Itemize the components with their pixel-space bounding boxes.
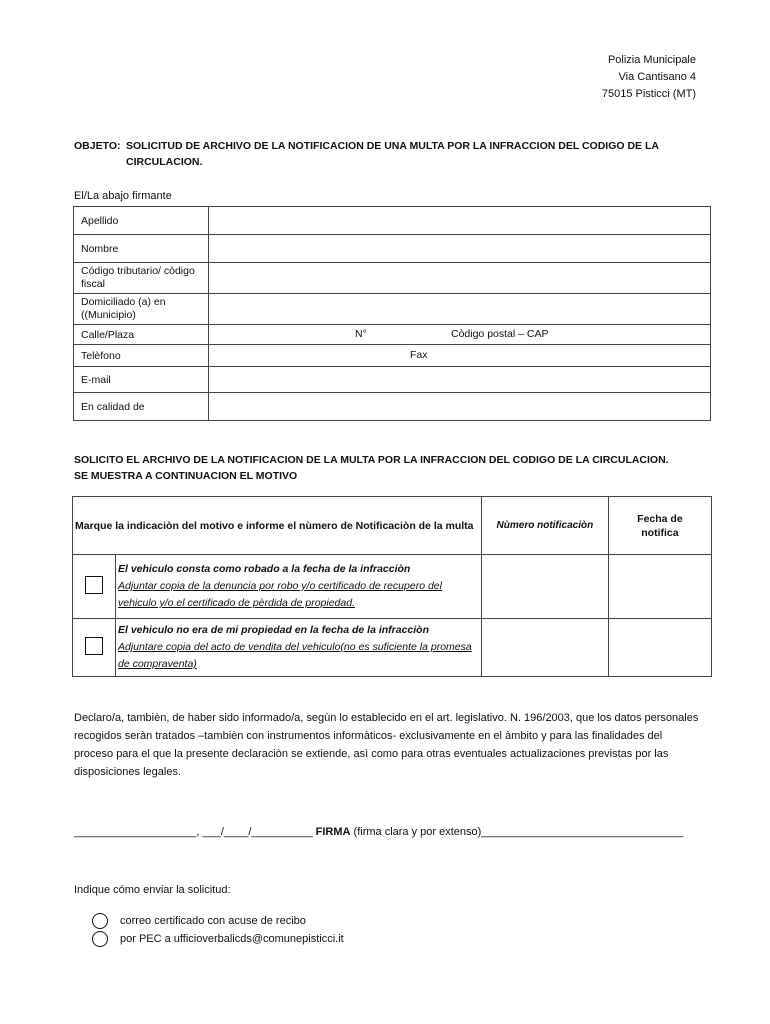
domiciliado-field[interactable] (209, 294, 711, 325)
codigo-fiscal-field[interactable] (209, 263, 711, 294)
reason-1-numero-field[interactable] (481, 555, 608, 619)
send-option-2[interactable] (92, 931, 344, 947)
reason-header: Marque la indicaciòn del motivo e informe el nùmero de Notificaciòn de la multa (73, 497, 482, 555)
nombre-label: Nombre (74, 235, 209, 263)
calle-label: Calle/Plaza (74, 325, 209, 345)
fecha-notifica-header: Fecha de notifica (608, 497, 711, 555)
reason-2-checkbox[interactable] (85, 637, 103, 655)
domiciliado-label: Domiciliado (a) en ((Municipio) (74, 294, 209, 325)
signature-line (74, 826, 683, 838)
date-line[interactable]: ____________________, ___/____/__________ (74, 826, 313, 838)
send-method-prompt: Indique cómo enviar la solicitud: (74, 884, 231, 896)
apellido-label: Apellido (74, 207, 209, 235)
calidad-label: En calidad de (74, 393, 209, 421)
reason-1-fecha-field[interactable] (608, 555, 711, 619)
reason-1-checkbox[interactable] (85, 576, 103, 594)
numero-notificacion-header: Nùmero notificaciòn (481, 497, 608, 555)
object-label: OBJETO: (74, 140, 121, 152)
reason-2-checkbox-cell (73, 619, 116, 677)
reason-2-title: El vehiculo no era de mi propiedad en la fecha de la infracciòn (118, 624, 430, 636)
send-option-2-radio[interactable] (92, 931, 108, 947)
object-text-line-2: CIRCULACION. (126, 156, 203, 168)
calidad-field[interactable] (209, 393, 711, 421)
object-heading (74, 138, 694, 170)
firma-label: FIRMA (315, 826, 351, 838)
fax-label: Fax (410, 349, 428, 361)
send-option-1-label: correo certificado con acuse de recibo (120, 915, 306, 927)
object-text-line-1: SOLICITUD DE ARCHIVO DE LA NOTIFICACION DE UNA MULTA POR LA INFRACCION DEL CODIGO DE LA (126, 140, 659, 152)
calle-field[interactable] (209, 325, 711, 345)
reason-1-detail: Adjuntar copia de la denuncia por robo y/o certificado de recupero del vehiculo y/o el certificado de pèrdida de propiedad. (118, 580, 442, 609)
email-field[interactable] (209, 367, 711, 393)
send-option-2-label: por PEC a ufficioverbalicds@comunepisticci.it (120, 933, 344, 945)
reason-2-detail: Adjuntare copia del acto de vendita del vehiculo(no es suficiente la promesa de compraventa) (118, 641, 472, 670)
address-line-1: Polizia Municipale (607, 54, 696, 66)
recipient-address (602, 52, 696, 103)
reason-1-title: El vehiculo consta como robado a la fecha de la infracciòn (118, 563, 411, 575)
reason-2-numero-field[interactable] (481, 619, 608, 677)
privacy-declaration: Declaro/a, tambièn, de haber sido informado/a, segùn lo establecido en el art. legislativo. N. 196/2003, que los datos personales recogidos seràn tratados –tambièn con instrumentos informàticos- exclusivamente en el àmbito y para las finalidades del proceso para el que la presente declaraciòn se extiende, asì como para otras eventuales actualizaciones previstas por las disposiciones legales. (74, 712, 699, 778)
cap-label: Còdigo postal – CAP (451, 328, 549, 340)
request-line-1: SOLICITO EL ARCHIVO DE LA NOTIFICACION DE LA MULTA POR LA INFRACCION DEL CODIGO DE LA CIRCULACION. (74, 454, 669, 466)
telefono-field[interactable] (209, 345, 711, 367)
request-heading (74, 452, 714, 484)
reason-1 (116, 555, 482, 619)
apellido-field[interactable] (209, 207, 711, 235)
firma-hint[interactable]: (firma clara y por extenso)_________________________________ (353, 826, 684, 838)
email-label: E-mail (74, 367, 209, 393)
request-line-2: SE MUESTRA A CONTINUACION EL MOTIVO (74, 470, 298, 482)
personal-data-table (73, 206, 711, 421)
nombre-field[interactable] (209, 235, 711, 263)
reason-2 (116, 619, 482, 677)
send-option-1[interactable] (92, 913, 306, 929)
codigo-fiscal-label: Código tributario/ còdigo fiscal (74, 263, 209, 294)
numero-label: N° (355, 328, 367, 340)
reason-1-checkbox-cell (73, 555, 116, 619)
address-line-2: Via Cantisano 4 (618, 71, 696, 83)
address-line-3: 75015 Pisticci (MT) (601, 88, 696, 100)
reason-2-fecha-field[interactable] (608, 619, 711, 677)
reason-table (72, 496, 712, 677)
telefono-label: Telèfono (74, 345, 209, 367)
signer-label: El/La abajo firmante (74, 190, 172, 202)
send-option-1-radio[interactable] (92, 913, 108, 929)
